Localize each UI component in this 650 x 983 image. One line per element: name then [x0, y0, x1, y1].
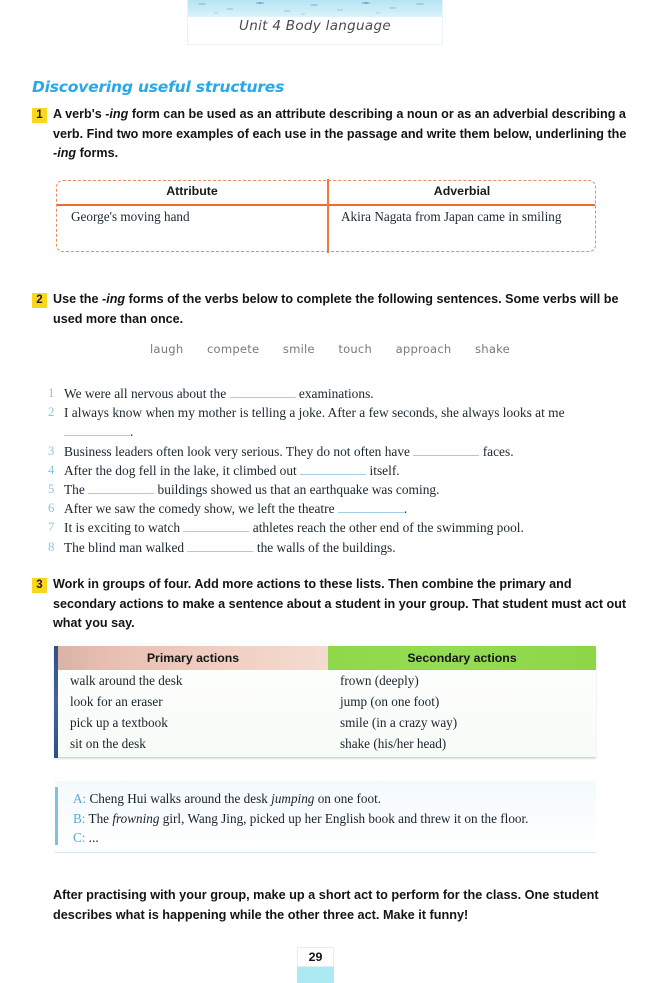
dialogue-emphasis: frowning — [112, 810, 160, 826]
sentence-after: athletes reach the other end of the swimming pool. — [252, 520, 524, 536]
sentence-text — [64, 518, 524, 537]
sentence-before: The — [64, 482, 85, 498]
unit-title: Unit 4 Body language — [239, 18, 391, 34]
sentence-row — [48, 403, 648, 441]
dialogue-speaker: A: — [73, 791, 87, 806]
primary-action-cell: walk around the desk — [70, 672, 183, 688]
sentence-before: The blind man walked — [64, 539, 185, 555]
secondary-action-cell: smile (in a crazy way) — [340, 714, 458, 730]
actions-table — [54, 646, 596, 758]
sentence-text — [64, 442, 514, 461]
sentence-before: Business leaders often look very serious. They do not often have — [64, 443, 410, 459]
sentence-number: 1 — [48, 386, 55, 400]
word-bank-item-compete: compete — [206, 342, 260, 356]
exercise-3-badge: 3 — [32, 578, 47, 593]
word-bank-item-touch: touch — [338, 342, 373, 356]
section-heading: Discovering useful structures — [32, 78, 285, 96]
table-header-rule — [57, 204, 595, 206]
primary-action-cell: look for an eraser — [70, 693, 163, 709]
sentence-number: 4 — [48, 462, 55, 477]
sentence-number: 3 — [48, 443, 55, 458]
sentence-text — [64, 538, 396, 557]
sentence-number: 2 — [48, 405, 55, 420]
ex2-ing: -ing — [102, 292, 126, 306]
dialogue-pre: Cheng Hui walks around the desk — [86, 791, 272, 806]
secondary-action-cell: shake (his/her head) — [340, 735, 447, 751]
dialogue-pre: ... — [85, 830, 99, 845]
sentence-row — [48, 442, 648, 461]
word-bank-item-laugh: laugh — [150, 342, 184, 356]
sentence-before: It is exciting to watch — [64, 520, 181, 536]
blank-input[interactable] — [338, 512, 404, 513]
blank-input[interactable] — [88, 493, 154, 494]
blank-input[interactable] — [230, 397, 296, 398]
primary-actions-header: Primary actions — [58, 646, 328, 670]
ex1-text-c: forms. — [76, 146, 119, 160]
exercise-1-badge: 1 — [32, 108, 47, 123]
dialogue-speaker: B: — [73, 810, 86, 826]
dialogue-emphasis: jumping — [271, 791, 315, 806]
sentence-row — [48, 518, 648, 537]
blank-input[interactable] — [187, 551, 253, 552]
dialogue-pre: The — [85, 810, 113, 826]
dialogue-lines — [73, 789, 528, 848]
adverbial-example: Akira Nagata from Japan came in smiling — [341, 209, 562, 224]
sentence-row — [48, 480, 648, 499]
secondary-action-cell: frown (deeply) — [340, 672, 419, 688]
attribute-example: George's moving hand — [71, 209, 190, 224]
sentence-after: faces. — [482, 443, 514, 459]
sentence-after: . — [130, 424, 134, 440]
secondary-action-cell: jump (on one foot) — [340, 693, 440, 709]
actions-table-header — [58, 646, 596, 670]
attribute-column-header: Attribute — [166, 184, 218, 198]
unit-banner — [187, 0, 443, 45]
dialogue-line — [73, 809, 528, 829]
table-row — [58, 712, 596, 733]
ex1-text-b: form can be used as an attribute describing a noun or as an adverbial describing a verb. Find two more examples of each use in the passage and write them below, underlining the — [53, 107, 627, 141]
sentence-after: itself. — [369, 462, 400, 478]
closing-paragraph: After practising with your group, make up a short act to perform for the class. One student describes what is happening while the other three act. Make it funny! — [53, 888, 599, 922]
blank-input[interactable] — [300, 474, 366, 475]
sentence-text — [64, 461, 400, 480]
ex1-ing-1: -ing — [105, 107, 129, 121]
dialogue-line — [73, 828, 528, 848]
sentence-before: We were all nervous about the — [64, 386, 227, 401]
ex2-text-a: Use the — [53, 292, 102, 306]
word-bank — [150, 342, 510, 356]
sentence-before: After we saw the comedy show, we left the theatre — [64, 501, 335, 517]
sentence-row — [48, 538, 648, 557]
page-tab-marker — [297, 967, 334, 983]
word-bank-item-shake: shake — [475, 342, 510, 356]
page-number: 29 — [297, 947, 334, 967]
sentence-number: 8 — [48, 539, 55, 554]
table-row — [58, 733, 596, 754]
sentence-after: examinations. — [298, 386, 374, 401]
sentence-text — [64, 384, 374, 403]
dialogue-speaker: C: — [73, 830, 86, 845]
sentence-before: I always know when my mother is telling a joke. After a few seconds, she always looks at me — [64, 405, 565, 421]
sentence-row — [48, 499, 648, 518]
dialogue-post: on one foot. — [314, 791, 382, 806]
sentence-number: 6 — [48, 501, 55, 516]
exercise-2-instruction — [53, 290, 629, 329]
blank-input[interactable] — [413, 455, 479, 456]
page-footer — [297, 947, 334, 983]
dialogue-example-box — [55, 781, 596, 853]
sentence-text — [64, 403, 648, 441]
sentence-number: 7 — [48, 520, 55, 535]
blank-input[interactable] — [64, 435, 130, 436]
word-bank-item-approach: approach — [395, 342, 452, 356]
word-bank-item-smile: smile — [282, 342, 315, 356]
exercise-1-instruction — [53, 105, 629, 164]
secondary-actions-header: Secondary actions — [328, 646, 596, 670]
fill-in-blank-sentence-list — [48, 384, 648, 557]
sentence-after: buildings showed us that an earthquake was coming. — [157, 482, 440, 498]
attribute-adverbial-table — [56, 180, 596, 252]
sentence-text — [64, 499, 407, 518]
ex1-text-a: A verb's — [53, 107, 106, 121]
sentence-after: . — [403, 501, 408, 517]
exercise-3-instruction: Work in groups of four. Add more actions to these lists. Then combine the primary and secondary actions to make a sentence about a student in your group. That student must act out what you say. — [53, 577, 627, 630]
table-row — [58, 670, 596, 691]
actions-table-body — [58, 670, 596, 758]
dialogue-line — [73, 789, 528, 809]
sentence-number: 5 — [48, 482, 55, 497]
sentence-row — [48, 384, 648, 403]
ex2-text-b: forms of the verbs below to complete the following sentences. Some verbs will be used more than once. — [53, 292, 619, 326]
blank-input[interactable] — [183, 531, 249, 532]
water-texture-icon — [188, 0, 442, 17]
dialogue-accent-bar — [55, 787, 58, 845]
primary-action-cell: pick up a textbook — [70, 714, 168, 730]
exercise-2-badge: 2 — [32, 293, 47, 308]
sentence-text — [64, 480, 439, 499]
adverbial-column-header: Adverbial — [433, 184, 491, 198]
dialogue-post: girl, Wang Jing, picked up her English book and threw it on the floor. — [159, 810, 529, 826]
primary-action-cell: sit on the desk — [70, 735, 146, 751]
table-row — [58, 691, 596, 712]
ex1-ing-2: -ing — [53, 146, 77, 160]
sentence-after: the walls of the buildings. — [256, 539, 396, 555]
sentence-before: After the dog fell in the lake, it climbed out — [64, 462, 297, 478]
sentence-row — [48, 461, 648, 480]
